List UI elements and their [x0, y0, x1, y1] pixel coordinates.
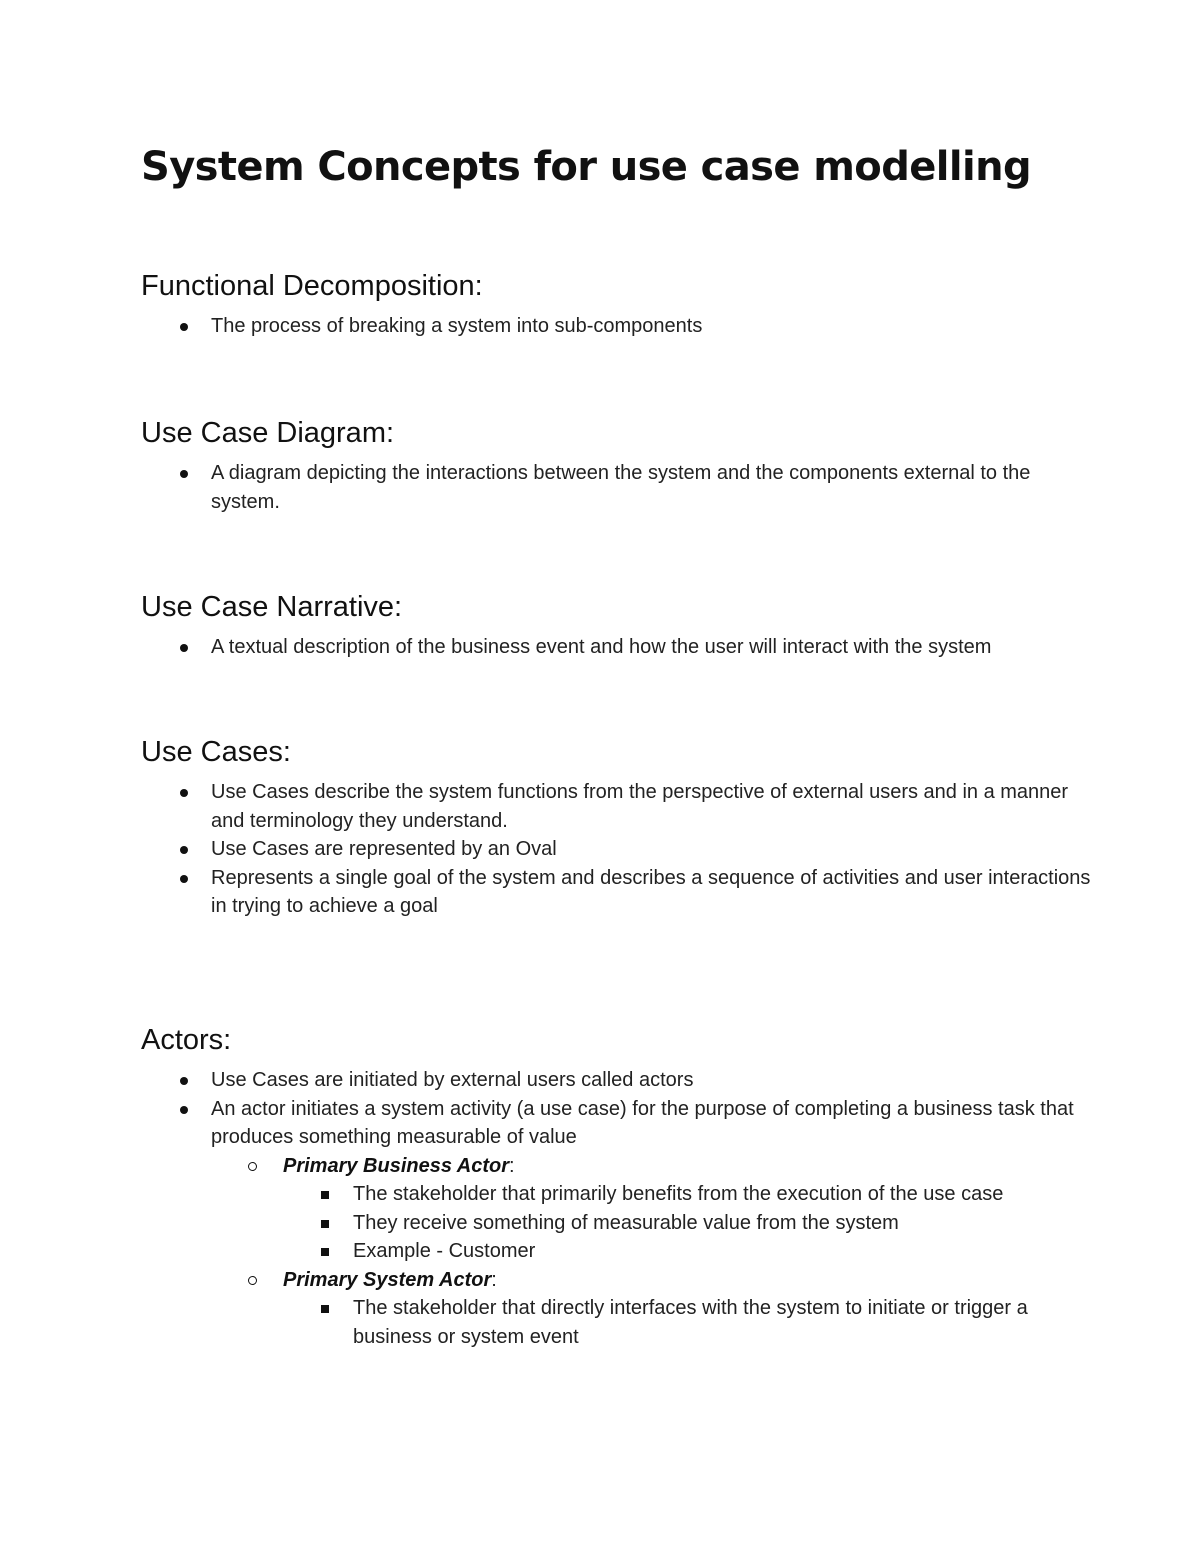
page-title: System Concepts for use case modelling [141, 144, 1031, 190]
section-heading: Use Cases: [141, 736, 291, 768]
list-item-text: An actor initiates a system activity (a use case) for the purpose of completing a business task that produces something measurable of value [211, 1097, 1074, 1148]
list-item-text: Represents a single goal of the system and describes a sequence of activities and user interactions in trying to achieve a goal [211, 866, 1091, 917]
actor-detail-list [283, 1294, 1091, 1351]
bullet-icon [180, 1106, 188, 1114]
bullet-icon [180, 470, 188, 478]
actor-type-list [211, 1152, 1091, 1352]
list-item-text: Use Cases are represented by an Oval [211, 838, 557, 860]
section-heading: Functional Decomposition: [141, 270, 483, 302]
actor-detail-text: They receive something of measurable value from the system [353, 1211, 899, 1234]
actor-detail-list [283, 1180, 1091, 1266]
square-bullet-icon [321, 1248, 329, 1256]
actor-detail-item [283, 1294, 1091, 1351]
actor-detail-text: The stakeholder that directly interfaces with the system to initiate or trigger a business or system event [353, 1297, 1028, 1348]
list-item [141, 1095, 1091, 1352]
section-heading: Use Case Diagram: [141, 417, 395, 449]
list-item [141, 312, 1091, 341]
section-actors [141, 1022, 1091, 1351]
list-item [141, 864, 1091, 921]
bullet-list [141, 633, 1091, 662]
section-heading: Use Case Narrative: [141, 591, 403, 623]
actor-detail-item [283, 1180, 1091, 1209]
list-item [141, 459, 1091, 516]
list-item-text: Use Cases are initiated by external users called actors [211, 1069, 694, 1091]
actor-type-term: Primary System Actor [283, 1268, 492, 1291]
square-bullet-icon [321, 1191, 329, 1199]
list-item [141, 1066, 1091, 1095]
list-item-text: Use Cases describe the system functions from the perspective of external users and in a manner and terminology they understand. [211, 781, 1069, 832]
bullet-icon [180, 323, 188, 331]
actor-type-term: Primary Business Actor [283, 1154, 510, 1177]
bullet-icon [180, 1077, 188, 1085]
list-item-text: The process of breaking a system into sub-components [211, 315, 703, 337]
actor-type-item [211, 1266, 1091, 1352]
section-use-case-diagram [141, 415, 1091, 516]
list-item [141, 633, 1091, 662]
bullet-list [141, 312, 1091, 341]
section-use-cases [141, 734, 1091, 921]
bullet-list [141, 1066, 1091, 1351]
square-bullet-icon [321, 1220, 329, 1228]
bullet-list [141, 778, 1091, 921]
actor-type-item [211, 1152, 1091, 1266]
bullet-icon [180, 644, 188, 652]
list-item-text: A diagram depicting the interactions between the system and the components external to the system. [211, 462, 1031, 513]
section-functional-decomposition [141, 268, 1091, 341]
section-heading: Actors: [141, 1024, 232, 1056]
bullet-list [141, 459, 1091, 516]
list-item [141, 778, 1091, 835]
actor-detail-text: Example - Customer [353, 1240, 536, 1262]
hollow-bullet-icon [248, 1162, 257, 1171]
actor-detail-item [283, 1209, 1091, 1238]
actor-detail-item [283, 1237, 1091, 1266]
bullet-icon [180, 875, 188, 883]
actor-type-colon: : [509, 1154, 515, 1177]
actor-type-colon: : [491, 1268, 497, 1291]
bullet-icon [180, 846, 188, 854]
section-use-case-narrative [141, 589, 1091, 662]
actor-detail-text: The stakeholder that primarily benefits from the execution of the use case [353, 1183, 1004, 1205]
bullet-icon [180, 789, 188, 797]
hollow-bullet-icon [248, 1276, 257, 1285]
list-item [141, 835, 1091, 864]
square-bullet-icon [321, 1305, 329, 1313]
list-item-text: A textual description of the business event and how the user will interact with the system [211, 636, 992, 658]
